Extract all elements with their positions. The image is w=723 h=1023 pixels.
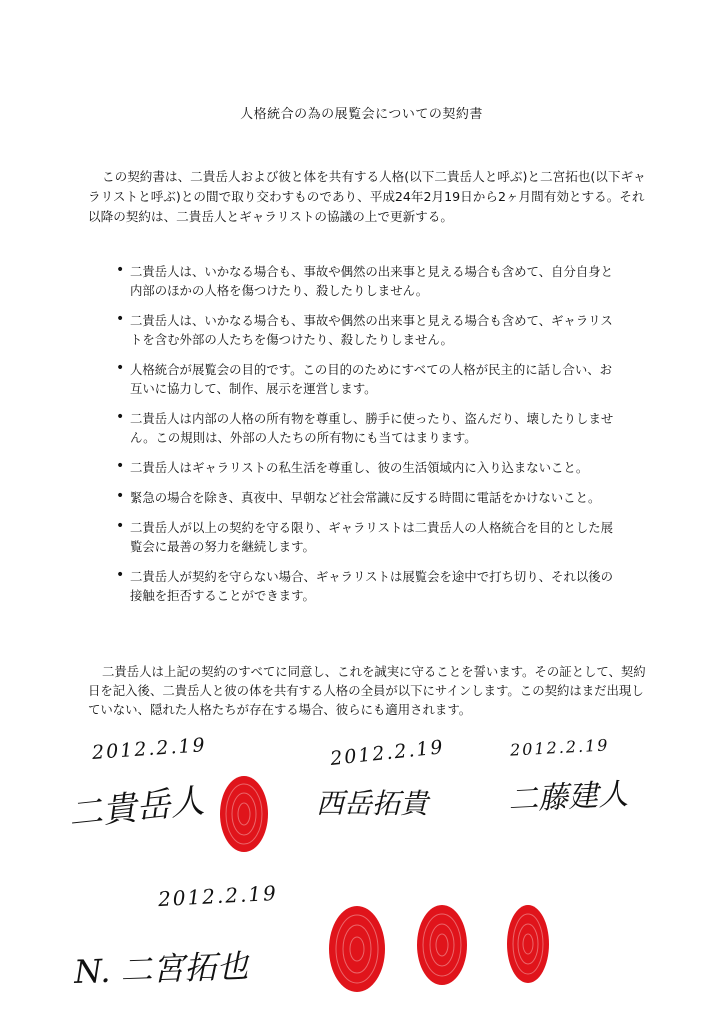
clause-item: • 二貴岳人が以上の契約を守る限り、ギャラリストは二貴岳人の人格統合を目的とした展覧会に最善の努力を継続します。 xyxy=(116,518,616,556)
clause-item: • 二貴岳人は、いかなる場合も、事故や偶然の出来事と見える場合も含めて、ギャラリストを含む外部の人たちを傷つけたり、殺したりしません。 xyxy=(116,311,616,349)
clause-item: • 二貴岳人は内部の人格の所有物を尊重し、勝手に使ったり、盗んだり、壊したりしません。この規則は、外部の人たちの所有物にも当てはまります。 xyxy=(116,409,616,447)
signature-date-2: 2012.2.19 xyxy=(329,736,446,770)
fingerprint-mark xyxy=(216,773,272,855)
signature-name-3: 二藤建人 xyxy=(507,776,630,819)
signature-date-4: 2012.2.19 xyxy=(157,880,279,912)
clause-item: • 二貴岳人が契約を守らない場合、ギャラリストは展覧会を途中で打ち切り、それ以後の接触を拒否することができます。 xyxy=(116,567,616,605)
fingerprint-mark xyxy=(504,902,552,986)
clause-item: • 緊急の場合を除き、真夜中、早朝など社会常識に反する時間に電話をかけないこと。 xyxy=(116,488,616,507)
signature-name-1: 二貴岳人 xyxy=(66,780,207,835)
clause-item: • 人格統合が展覧会の目的です。この目的のためにすべての人格が民主的に話し合い、お互いに協力して、制作、展示を運営します。 xyxy=(116,360,616,398)
closing-paragraph xyxy=(88,662,648,719)
document-title: 人格統合の為の展覧会についての契約書 xyxy=(240,107,483,122)
fingerprint-mark xyxy=(326,903,388,995)
signature-date-3: 2012.2.19 xyxy=(509,735,610,760)
signature-name-2: 西岳拓貴 xyxy=(316,787,429,820)
clause-item: • 二貴岳人はギャラリストの私生活を尊重し、彼の生活領域内に入り込まないこと。 xyxy=(116,458,616,477)
signature-date-1: 2012.2.19 xyxy=(91,734,208,764)
closing-text: 二貴岳人は上記の契約のすべてに同意し、これを誠実に守ることを誓います。その証として、契約日を記入後、二貴岳人と彼の体を共有する人格の全員が以下にサインします。この契約はまだ出現していない、隠れた人格たちが存在する場合、彼らにも適用されます。 xyxy=(88,664,646,717)
intro-paragraph xyxy=(88,167,648,227)
clause-list xyxy=(116,262,616,616)
signature-name-4: N. 二宮拓也 xyxy=(73,946,249,992)
clause-item: • 二貴岳人は、いかなる場合も、事故や偶然の出来事と見える場合も含めて、自分自身と内部のほかの人格を傷つけたり、殺したりしません。 xyxy=(116,262,616,300)
fingerprint-mark xyxy=(414,902,470,988)
intro-text: この契約書は、二貴岳人および彼と体を共有する人格(以下二貴岳人と呼ぶ)と二宮拓也(以下ギャラリストと呼ぶ)との間で取り交わすものであり、平成24年2月19日から2ヶ月間有効とする。それ以降の契約は、二貴岳人とギャラリストの協議の上で更新する。 xyxy=(88,169,646,224)
